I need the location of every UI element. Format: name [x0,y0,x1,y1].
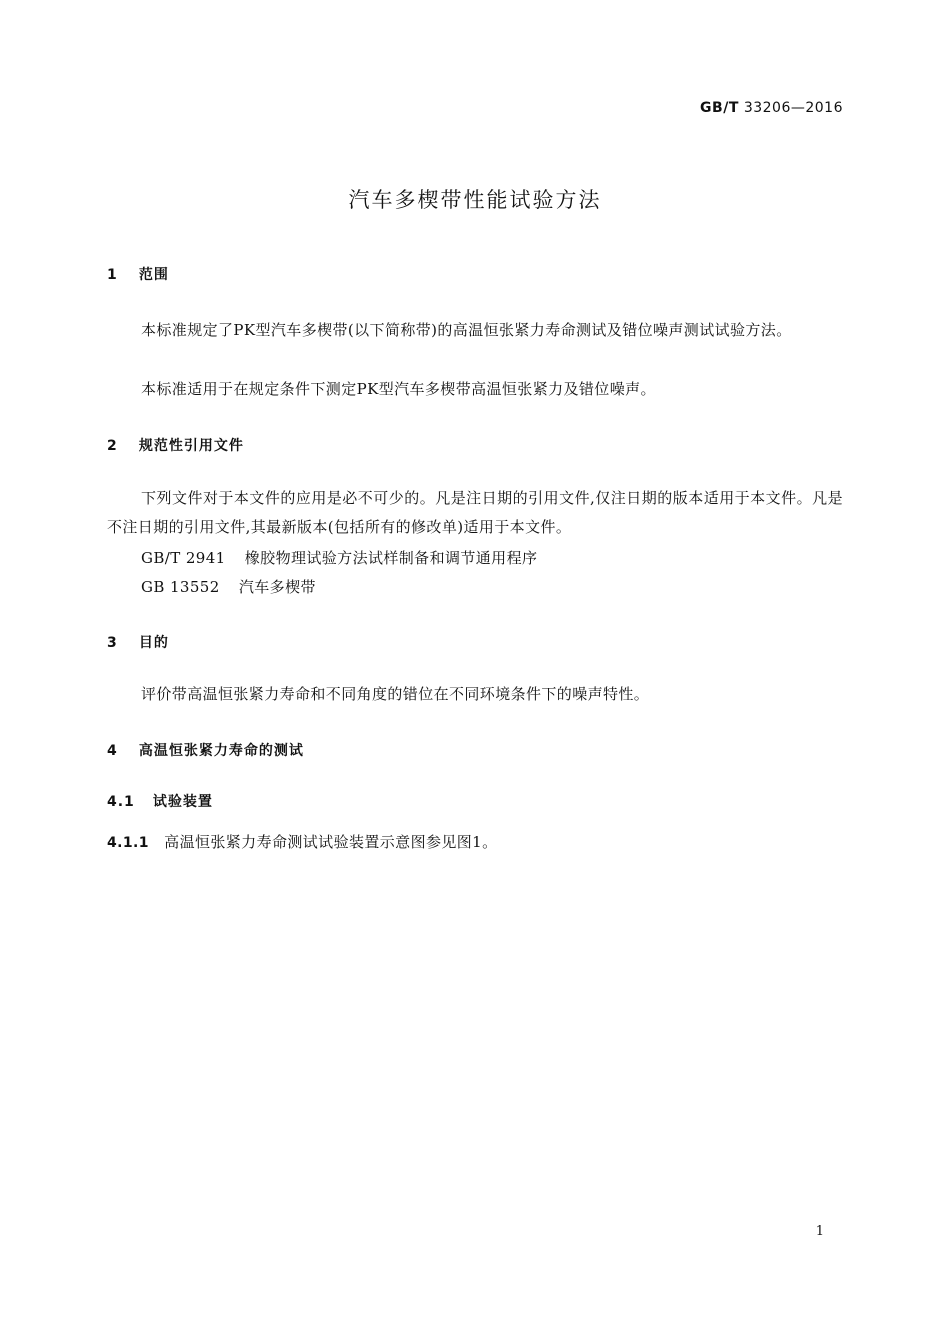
reference-code: GB/T 2941 [141,549,226,567]
section-number: 3 [107,635,118,651]
reference-item [141,576,316,597]
document-title: 汽车多楔带性能试验方法 [348,188,602,212]
reference-item [141,547,537,568]
section-3-heading [107,632,169,652]
subsection-number: 4.1 [107,794,135,810]
reference-code: GB 13552 [141,578,220,596]
clause-4-1-1 [107,831,498,852]
section-3-paragraph: 评价带高温恒张紧力寿命和不同角度的错位在不同环境条件下的噪声特性。 [141,685,650,703]
section-4-heading [107,740,304,760]
section-2-paragraph: 下列文件对于本文件的应用是必不可少的。凡是注日期的引用文件,仅注日期的版本适用于本文件。凡是不注日期的引用文件,其最新版本(包括所有的修改单)适用于本文件。 [107,489,843,536]
clause-text: 高温恒张紧力寿命测试试验装置示意图参见图1。 [164,833,498,851]
subsection-title: 试验装置 [152,794,213,810]
standard-prefix: GB/T [700,100,739,116]
section-number: 1 [107,267,118,283]
section-title: 规范性引用文件 [138,438,244,454]
clause-number: 4.1.1 [107,835,149,851]
section-2-heading [107,435,244,455]
section-1-paragraph-1: 本标准规定了PK型汽车多楔带(以下简称带)的高温恒张紧力寿命测试及错位噪声测试试验方法。 [141,321,792,339]
standard-number: 33206—2016 [743,100,843,116]
standard-code [700,100,843,116]
section-number: 4 [107,743,118,759]
section-title: 目的 [138,635,169,651]
section-title: 高温恒张紧力寿命的测试 [138,743,304,759]
page-number: 1 [815,1224,824,1239]
section-1-paragraph-2: 本标准适用于在规定条件下测定PK型汽车多楔带高温恒张紧力及错位噪声。 [141,380,656,398]
section-1-heading [107,264,169,284]
subsection-4-1-heading [107,791,213,811]
reference-title: 汽车多楔带 [238,578,316,596]
section-number: 2 [107,438,118,454]
section-title: 范围 [138,267,169,283]
reference-title: 橡胶物理试验方法试样制备和调节通用程序 [244,549,538,567]
